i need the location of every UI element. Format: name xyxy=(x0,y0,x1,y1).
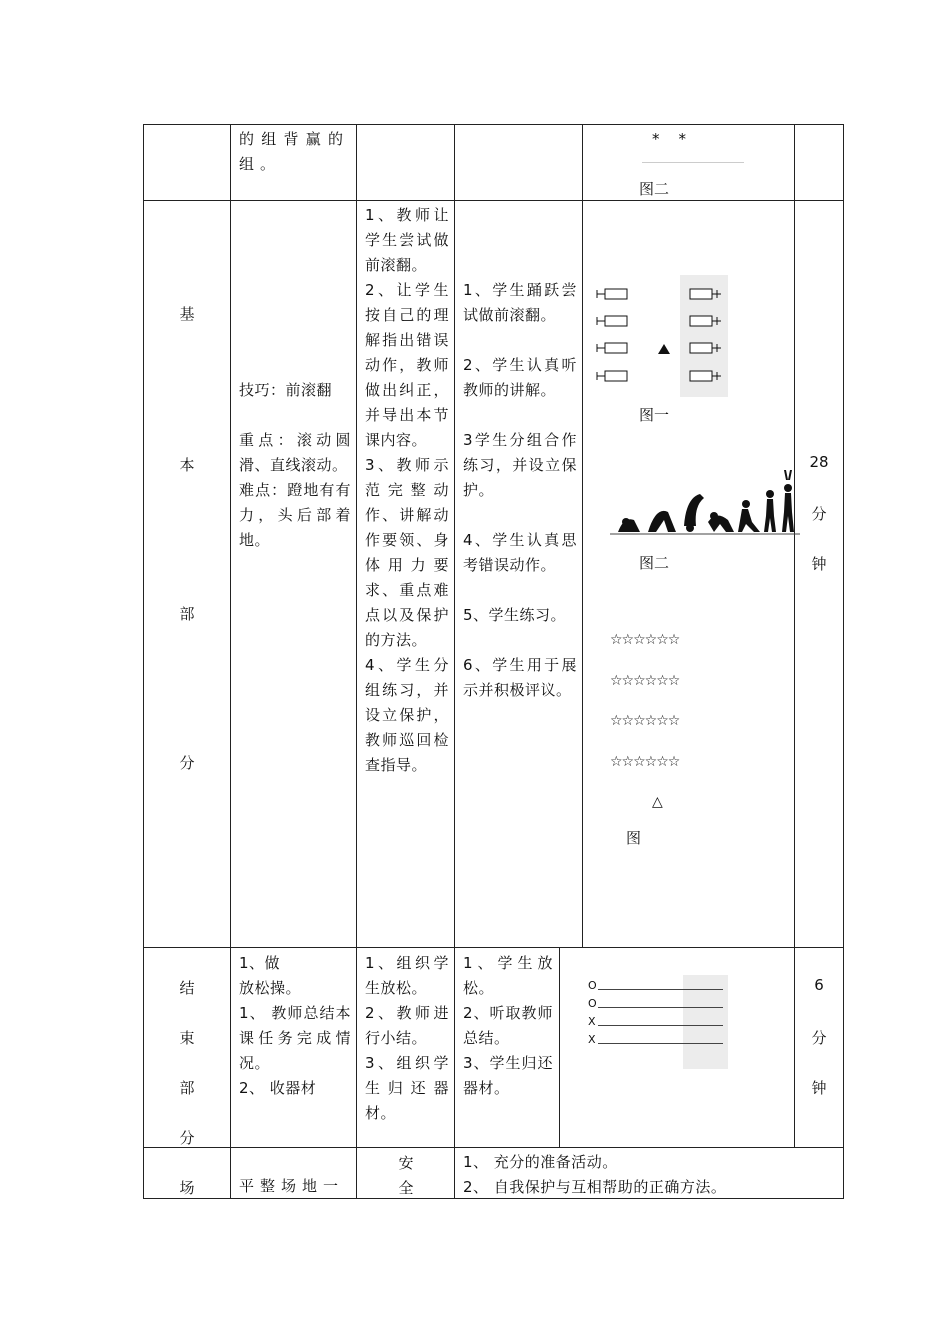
col-divider-4-lower xyxy=(559,947,560,1148)
row3-time-unit-1: 分 xyxy=(811,1029,827,1047)
diagram-line-3 xyxy=(598,1025,723,1026)
mark-o-2: O xyxy=(588,997,597,1010)
formation-marker-right xyxy=(690,371,721,381)
col-divider-5 xyxy=(794,124,795,1148)
diagram-line-2 xyxy=(598,1007,723,1008)
figure-sit-up xyxy=(738,500,760,532)
star-row-2: ☆☆☆☆☆☆ xyxy=(610,673,680,689)
safety-item-1: 1、 充分的准备活动。 xyxy=(463,1153,618,1171)
row2-student: 1、学生踊跃尝试做前滚翻。 2、学生认真听教师的讲解。 3学生分组合作练习，并设立保护。 4、学生认真思考错误动作。 5、学生练习。 6、学生用于展示并积极评议。 xyxy=(463,281,577,699)
mark-x-1: X xyxy=(588,1015,596,1028)
row1-bottom-border xyxy=(143,200,843,201)
row2-time-unit-1: 分 xyxy=(811,505,827,523)
row3-label-2: 束 xyxy=(179,1029,195,1047)
row2-label-4: 分 xyxy=(179,754,195,772)
row3-time-value: 6 xyxy=(814,976,824,994)
row3-bottom-border xyxy=(143,1147,843,1148)
safety-item-2: 2、 自我保护与互相帮助的正确方法。 xyxy=(463,1178,727,1196)
row3-content: 1、做 放松操。 1、 教师总结本课任务完成情况。 2、 收器材 xyxy=(239,954,351,1097)
row2-label-1: 基 xyxy=(179,305,195,323)
figure-crouch xyxy=(618,518,640,532)
row1-content: 的组背赢的组。 xyxy=(239,130,349,173)
teacher-triangle-outline-icon: △ xyxy=(652,794,663,810)
teacher-triangle-icon xyxy=(658,344,670,354)
row3-label-1: 结 xyxy=(179,979,195,997)
row3-student: 1、学生放松。 2、听取教师总结。 3、学生归还器材。 xyxy=(463,954,553,1097)
col-right-border xyxy=(843,124,844,1199)
row2-content: 技巧：前滚翻 重点：滚动圆滑、直线滚动。 难点：蹬地有有力，头后部着地。 xyxy=(239,381,351,549)
forward-roll-sequence-figure xyxy=(610,476,800,538)
row2-label-3: 部 xyxy=(179,605,195,623)
row3-label-4: 分 xyxy=(179,1129,195,1147)
safety-label-2: 全 xyxy=(398,1179,414,1197)
mark-x-2: X xyxy=(588,1033,596,1046)
row2-time-value: 28 xyxy=(809,453,829,471)
col-divider-2 xyxy=(356,124,357,1199)
formation-marker-left xyxy=(597,289,627,299)
col-divider-3 xyxy=(454,124,455,1199)
formation-marker-right xyxy=(690,289,721,299)
row1-figure-line xyxy=(642,162,744,163)
diagram-line-4 xyxy=(598,1043,723,1044)
star-row-1: ☆☆☆☆☆☆ xyxy=(610,632,680,648)
col-divider-4-upper xyxy=(582,124,583,948)
formation-marker-right xyxy=(690,316,721,326)
col-divider-1 xyxy=(230,124,231,1199)
row2-time-unit-2: 钟 xyxy=(811,555,827,573)
row2-bottom-border xyxy=(143,947,843,948)
formation-marker-right xyxy=(690,343,721,353)
fig1-caption: 图一 xyxy=(639,406,670,424)
row4-label: 场 xyxy=(179,1179,195,1197)
mark-o-1: O xyxy=(588,979,597,992)
row4-content: 平整场地一 xyxy=(239,1177,345,1195)
figure-arms-up xyxy=(782,470,794,532)
figure-standing xyxy=(764,490,776,532)
formation-marker-left xyxy=(597,371,627,381)
figure-head-down xyxy=(648,511,676,532)
figure-rolling xyxy=(708,512,734,532)
row1-figure-caption: 图二 xyxy=(639,180,670,198)
row3-label-3: 部 xyxy=(179,1079,195,1097)
formation-marker-left xyxy=(597,343,627,353)
star-row-4: ☆☆☆☆☆☆ xyxy=(610,754,680,770)
row2-teacher: 1、教师让学生尝试做前滚翻。 2、让学生按自己的理解指出错误动作，教师做出纠正，并导出本节课内容。 3、教师示范完整动作、讲解动作要领、身体用力要求、重点难点以及保护的方法。 4、学生分组练习，并设立保护，教师巡回检查指导。 xyxy=(365,206,449,774)
table-top-border xyxy=(143,124,843,125)
row2-label-2: 本 xyxy=(179,456,195,474)
row3-teacher: 1、组织学生放松。 2、教师进行小结。 3、组织学生归还器材。 xyxy=(365,954,449,1122)
row3-time-unit-2: 钟 xyxy=(811,1079,827,1097)
diagram-line-1 xyxy=(598,989,723,990)
safety-label-1: 安 xyxy=(398,1154,414,1172)
row1-stars: * * xyxy=(652,130,689,148)
formation-marker-left xyxy=(597,316,627,326)
fig3-caption: 图 xyxy=(626,829,642,847)
fig1-formation-diagram xyxy=(590,280,730,390)
star-row-3: ☆☆☆☆☆☆ xyxy=(610,713,680,729)
col-left-border xyxy=(143,124,144,1199)
figure-inverted xyxy=(684,494,704,532)
fig2-caption: 图二 xyxy=(639,554,670,572)
